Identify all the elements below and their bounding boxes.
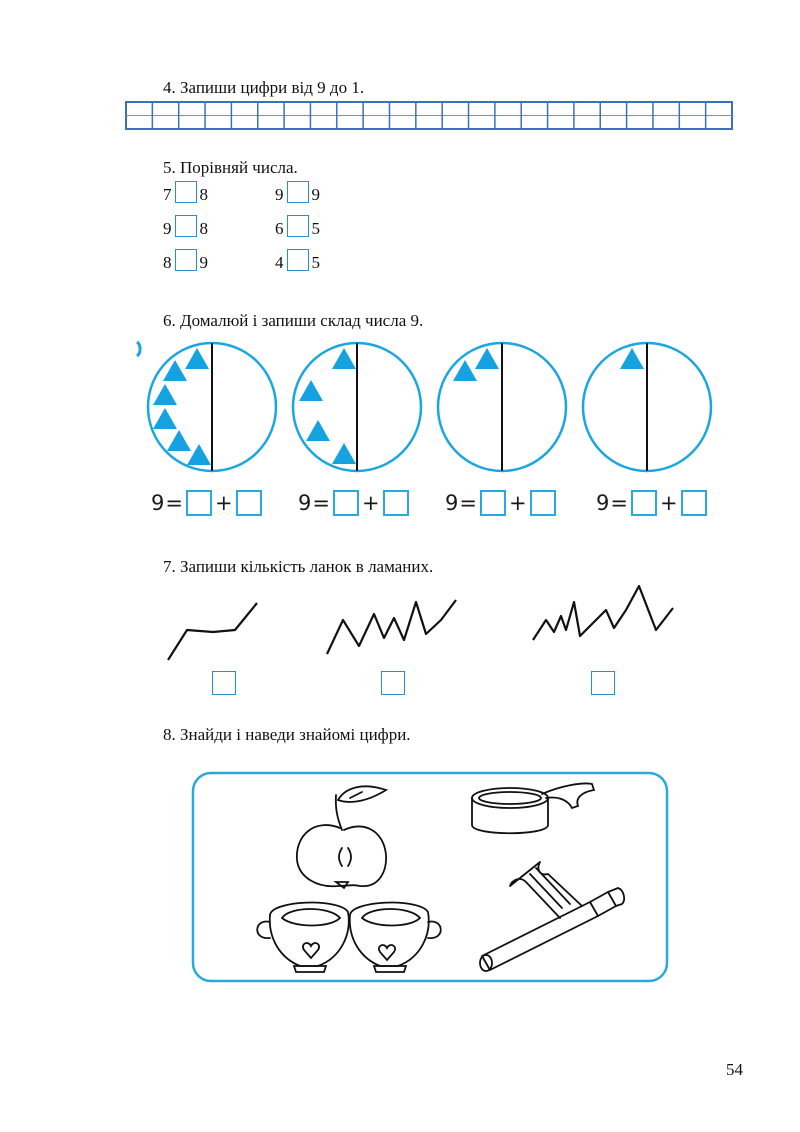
compare-right: 8 [199,185,208,204]
addend-box[interactable] [530,490,556,516]
compare-row [163,181,208,205]
composition-equation-3 [445,490,558,516]
compare-left: 9 [163,219,172,238]
segment-count-box-3[interactable] [591,671,615,695]
writing-grid-strip[interactable] [125,101,735,131]
compare-answer-box[interactable] [287,249,309,271]
broken-lines-illustration [160,580,690,670]
addend-box[interactable] [631,490,657,516]
equation-number: 9 [596,491,610,515]
compare-right: 9 [199,253,208,272]
plus-sign: + [659,491,678,515]
compare-row [275,249,320,273]
composition-circle-1[interactable] [148,343,276,471]
compare-answer-box[interactable] [175,215,197,237]
task7-title: 7. Запиши кількість ланок в ламаних. [163,557,434,576]
equation-number: 9 [445,491,459,515]
broken-line-2 [327,600,456,654]
equals-sign: = [610,491,628,515]
compare-right: 8 [199,219,208,238]
plus-sign: + [214,491,233,515]
composition-equation-4 [596,490,709,516]
equals-sign: = [459,491,477,515]
composition-equation-1 [151,490,264,516]
compare-right: 5 [311,253,320,272]
compare-row [275,181,320,205]
segment-count-box-1[interactable] [212,671,236,695]
compare-answer-box[interactable] [287,215,309,237]
segment-count-box-2[interactable] [381,671,405,695]
equation-number: 9 [151,491,165,515]
equation-number: 9 [298,491,312,515]
equals-sign: = [165,491,183,515]
page-number: 54 [726,1060,743,1079]
task4-title: 4. Запиши цифри від 9 до 1. [163,78,365,97]
task6-title: 6. Домалюй і запиши склад числа 9. [163,311,424,330]
addend-box[interactable] [383,490,409,516]
plus-sign: + [508,491,527,515]
compare-answer-box[interactable] [175,181,197,203]
compare-left: 7 [163,185,172,204]
compare-left: 8 [163,253,172,272]
composition-circle-3[interactable] [438,343,566,471]
task5-title: 5. Порівняй числа. [163,158,298,177]
addend-box[interactable] [236,490,262,516]
compare-row [275,215,320,239]
compare-answer-box[interactable] [287,181,309,203]
task8-title: 8. Знайди і наведи знайомі цифри. [163,725,411,744]
compare-row [163,249,208,273]
compare-left: 4 [275,253,284,272]
compare-right: 9 [311,185,320,204]
compare-left: 6 [275,219,284,238]
composition-circle-4[interactable] [583,343,711,471]
composition-equation-2 [298,490,411,516]
equals-sign: = [312,491,330,515]
addend-box[interactable] [681,490,707,516]
addend-box[interactable] [186,490,212,516]
composition-circle-2[interactable] [293,343,421,471]
compare-row [163,215,208,239]
addend-box[interactable] [333,490,359,516]
compare-right: 5 [311,219,320,238]
plus-sign: + [361,491,380,515]
broken-line-3 [533,586,673,640]
addend-box[interactable] [480,490,506,516]
number-composition-circles[interactable] [135,338,725,478]
compare-answer-box[interactable] [175,249,197,271]
broken-line-1 [168,603,257,660]
compare-left: 9 [275,185,284,204]
hidden-digits-picture[interactable] [190,770,672,986]
